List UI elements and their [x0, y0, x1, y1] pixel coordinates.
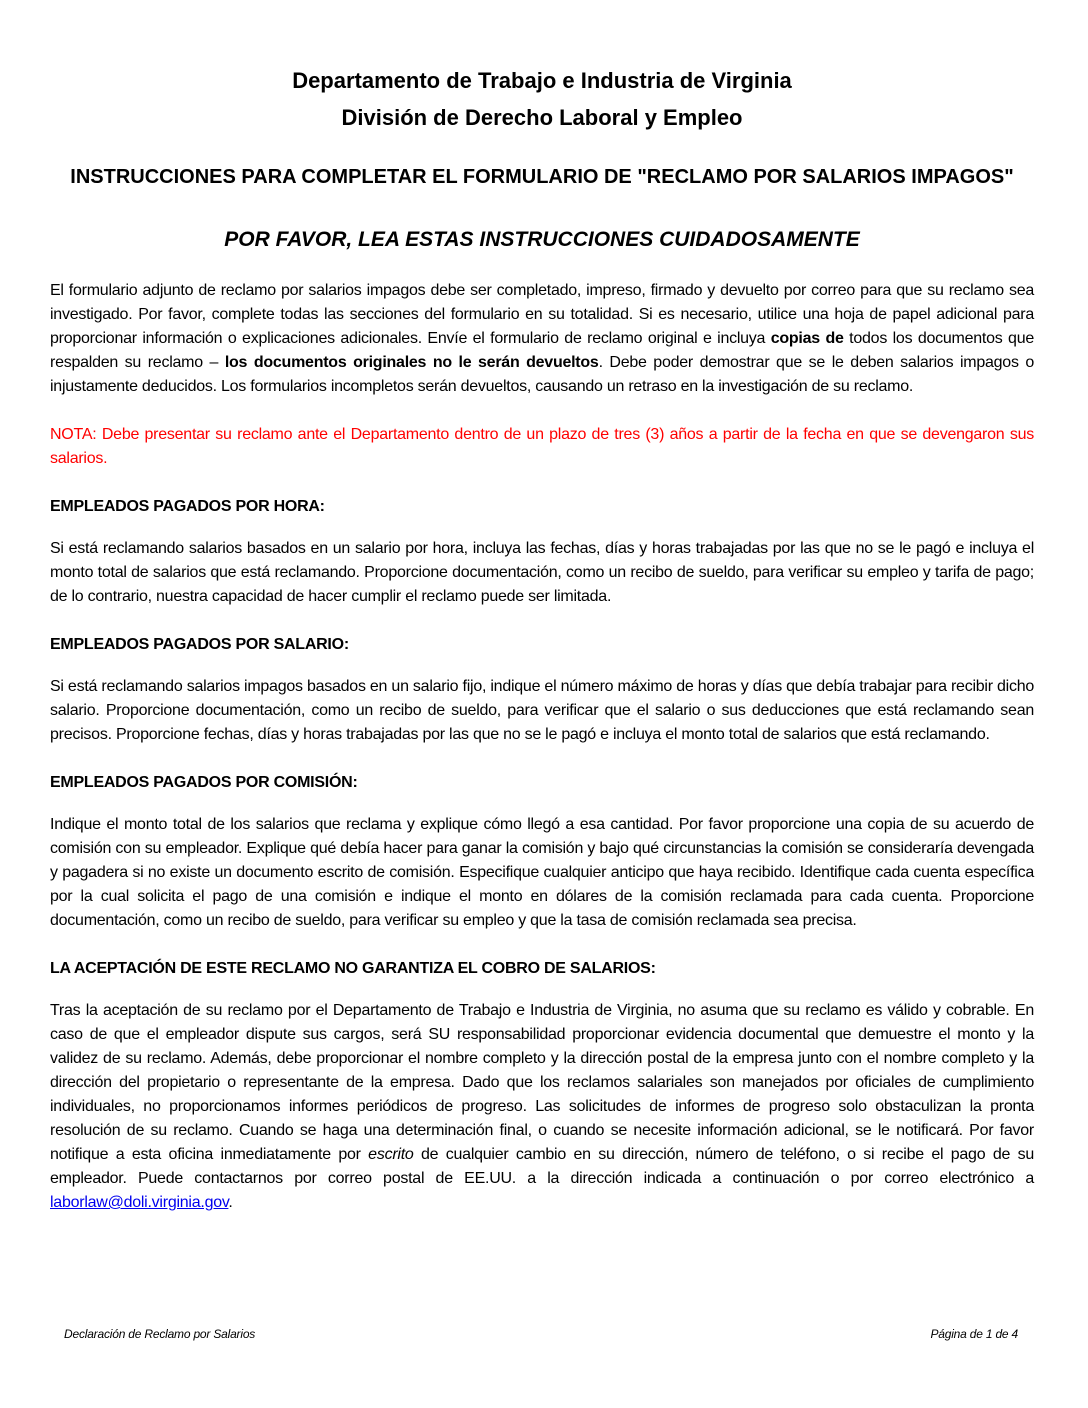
section-body-commission: Indique el monto total de los salarios que reclama y explique cómo llegó a esa cantidad. Por favor proporcione una copia de su acuerdo de comisión con su empleador. Explique qué debía hacer para ganar la comisión y bajo qué circunstancias la comisión se consideraría devengada y pagadera si no existe un documento escrito de comisión. Especifique cualquier anticipo que haya recibido. Identifique cada cuenta específica por la cual solicita el pago de una comisión e indique el monto en dólares de la comisión reclamada para cada cuenta. Proporcione documentación, como un recibo de sueldo, para verificar su empleo y que la tasa de comisión reclamada sea precisa.: [50, 816, 1034, 929]
division-title: División de Derecho Laboral y Empleo: [341, 105, 743, 130]
department-title: Departamento de Trabajo e Industria de Virginia: [292, 68, 792, 93]
main-heading: INSTRUCCIONES PARA COMPLETAR EL FORMULARIO DE "RECLAMO POR SALARIOS IMPAGOS": [70, 166, 1014, 188]
intro-bold-originals: los documentos originales no le serán devueltos: [224, 354, 599, 371]
section-heading-hourly: EMPLEADOS PAGADOS POR HORA:: [50, 498, 325, 515]
section-heading-commission: EMPLEADOS PAGADOS POR COMISIÓN:: [50, 774, 358, 791]
intro-text: todos los documentos que respalden su reclamo –: [50, 330, 1034, 371]
acceptance-text: de cualquier cambio en su dirección, número de teléfono, o si recibe el pago de su empleador. Puede contactarnos por correo postal de EE.UU. a la dirección indicada a continuación o por correo electrónico a: [50, 1146, 1034, 1187]
section-body-hourly: Si está reclamando salarios basados en un salario por hora, incluya las fechas, días y horas trabajadas por las que no se le pagó e incluya el monto total de salarios que está reclamando. Proporcione documentación, como un recibo de sueldo, para verificar su empleo y tarifa de pago; de lo contrario, nuestra capacidad de hacer cumplir el reclamo puede ser limitada.: [50, 540, 1034, 605]
intro-text: . Debe poder demostrar que se le deben salarios impagos o injustamente deducidos. Los formularios incompletos serán devueltos, causando un retraso en la investigación de su reclamo.: [50, 354, 1034, 395]
intro-bold-copies: copias de: [770, 330, 844, 347]
read-carefully-heading: POR FAVOR, LEA ESTAS INSTRUCCIONES CUIDADOSAMENTE: [224, 228, 860, 251]
footer-page-number: Página de 1 de 4: [930, 1327, 1018, 1341]
intro-text: El formulario adjunto de reclamo por salarios impagos debe ser completado, impreso, firmado y devuelto por correo para que su reclamo sea investigado. Por favor, complete todas las secciones del formulario en su totalidad. Si es necesario, utilice una hoja de papel adicional para proporcionar información o explicaciones adicionales. Envíe el formulario de reclamo original e incluya: [50, 282, 1034, 347]
intro-paragraph: [50, 279, 1034, 399]
document-page: [50, 0, 1034, 1215]
section-body-acceptance: [50, 999, 1034, 1215]
section-heading-acceptance: LA ACEPTACIÓN DE ESTE RECLAMO NO GARANTIZA EL COBRO DE SALARIOS:: [50, 960, 656, 977]
acceptance-text: Tras la aceptación de su reclamo por el Departamento de Trabajo e Industria de Virginia, no asuma que su reclamo es válido y cobrable. En caso de que el empleador dispute sus cargos, será SU responsabilidad proporcionar evidencia documental que demuestre el monto y la validez de su reclamo. Además, debe proporcionar el nombre completo y la dirección postal de la empresa junto con el nombre completo y la dirección del propietario o representante de la empresa. Dado que los reclamos salariales son manejados por oficiales de cumplimiento individuales, no proporcionamos informes periódicos de progreso. Las solicitudes de informes de progreso solo obstaculizan la pronta resolución de su reclamo. Cuando se haga una determinación final, o cuando se necesite información adicional, se le notificará. Por favor notifique a esta oficina inmediatamente por: [50, 1002, 1034, 1163]
deadline-note: NOTA: Debe presentar su reclamo ante el Departamento dentro de un plazo de tres (3) años a partir de la fecha en que se devengaron sus salarios.: [50, 426, 1034, 467]
footer-document-name: Declaración de Reclamo por Salarios: [64, 1327, 256, 1341]
acceptance-italic: escrito: [368, 1146, 414, 1163]
acceptance-text: .: [228, 1194, 233, 1211]
section-body-salary: Si está reclamando salarios impagos basados en un salario fijo, indique el número máximo de horas y días que debía trabajar para recibir dicho salario. Proporcione documentación, como un recibo de sueldo, para verificar que el salario o sus deducciones que está reclamando sean precisos. Proporcione fechas, días y horas trabajadas por las que no se le pagó e incluya el monto total de salarios que está reclamando.: [50, 678, 1034, 743]
email-link[interactable]: laborlaw@doli.virginia.gov: [50, 1194, 229, 1211]
section-heading-salary: EMPLEADOS PAGADOS POR SALARIO:: [50, 636, 349, 653]
